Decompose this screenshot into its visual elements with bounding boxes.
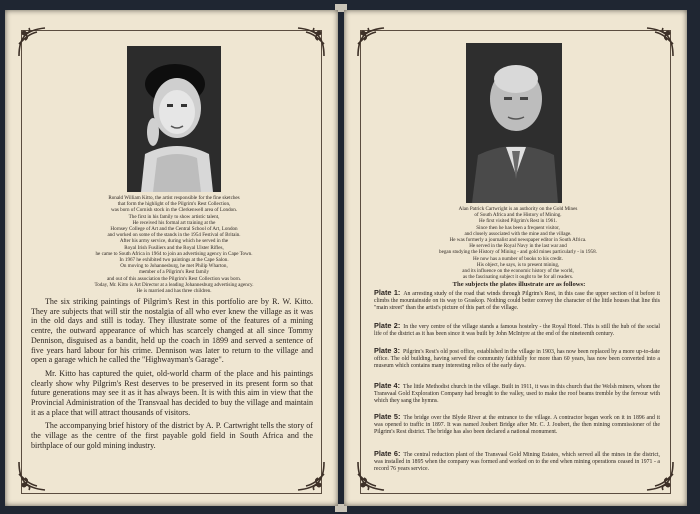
- plate-4-description: [374, 383, 660, 404]
- ornament-corner-icon: [292, 458, 328, 494]
- plate-1-description: [374, 290, 660, 311]
- caption-line: His object, he says, is to present mining,: [476, 261, 560, 268]
- artist-biography-caption: [63, 195, 285, 294]
- plate-label: Plate 4:: [374, 381, 401, 390]
- caption-line: Royal Irish Fusiliers and the Royal Ulster Rifles,: [124, 244, 224, 251]
- caption-line: He first visited Pilgrim's Rest in 1961.: [478, 218, 558, 225]
- plate-text: In the very centre of the village stands a famous hostelry - the Royal Hotel. This is still the hub of the social life of the district as it has been since it was built by John McIntyre at the end of the nineteenth century.: [374, 324, 661, 337]
- caption-line: The first in his family to show artistic talent,: [128, 213, 220, 220]
- plates-heading: The subjects the plates illustrate are as follows:: [452, 281, 586, 288]
- caption-line: Today, Mr. Kitto is Art Director at a leading Johannesburg advertising agency.: [94, 281, 254, 288]
- caption-line: He received his formal art training at the: [132, 219, 216, 226]
- body-paragraph: Mr. Kitto has captured the quiet, old-world charm of the place and his paintings clearly show why Pilgrim's Rest deserves to be preserved in its present form so that future generations may see it as it has always been. It is with this aim in view that the Provincial Administration of the Transvaal has decided to buy the village and maintain it as a place that will attract thousands of visitors.: [31, 368, 313, 417]
- plate-label: Plate 6:: [374, 449, 401, 458]
- caption-line: and out of this association the Pilgrim's Rest Collection was born.: [106, 275, 242, 282]
- right-page: [344, 10, 687, 506]
- caption-line: Alan Patrick Cartwright is an authority on the Gold Mines: [458, 206, 578, 212]
- body-paragraph: The six striking paintings of Pilgrim's Rest in this portfolio are by R. W. Kitto. They are subjects that will stir the nostalgia of all who ever knew the village as it was in the old days and still is today. They illustrate some of the features of a mining centre, the outward appearance of which has scarcely changed at all since Tommy Dennison, disguised as a bandit, held up the coach in 1899 and served a sentence of five years hard labour for his crime. Dennison was later to return to the village and open a garage which he called the "Highwayman's Garage".: [31, 297, 313, 365]
- author-portrait-photo: [466, 43, 562, 203]
- caption-line: After his army service, during which he served in the: [119, 238, 229, 245]
- caption-line: and worked on some of the stands in the 1954 Festival of Britain.: [107, 232, 241, 239]
- ornament-corner-icon: [15, 458, 51, 494]
- plate-text: Pilgrim's Rest's old post office, established in the village in 1903, has now been replaced by a more up-to-date office. The old building, having served the community faithfully for more than 60 years, has now been converted into a museum which contains many interesting relics of the early days.: [374, 349, 660, 369]
- caption-line: he came to South Africa in 1964 to join an advertising agency in Cape Town.: [95, 250, 253, 257]
- caption-line: On moving to Johannesburg, he met Philip Wharton,: [120, 263, 228, 270]
- left-page: [5, 10, 338, 506]
- plate-5-description: [374, 414, 660, 435]
- plate-6-description: [374, 451, 660, 472]
- plate-text: The little Methodist church in the village. Built in 1911, it was in this church that the Welsh miners, whom the Transvaal Gold Exploration Company had brought to the valley, used to make the roof beams tremble by the fervour with which they sang the hymns.: [374, 384, 660, 404]
- plate-3-description: [374, 348, 660, 369]
- caption-line: He served in the Royal Navy in the last war and: [469, 243, 567, 250]
- body-paragraph: The accompanying brief history of the district by A. P. Cartwright tells the story of the village as the centre of the first payable gold field in South Africa and the birthplace of our gold mining industry.: [31, 421, 313, 450]
- ornament-corner-icon: [292, 24, 328, 60]
- caption-line: and its influence on the economic history of the world,: [462, 268, 574, 275]
- caption-line: He is married and has three children.: [136, 288, 212, 295]
- caption-line: began studying the History of Mining - and gold mines particularly - in 1958.: [439, 249, 597, 256]
- plate-label: Plate 1:: [374, 288, 401, 297]
- plate-label: Plate 3:: [374, 346, 401, 355]
- caption-line: Since then he has been a frequent visitor,: [476, 224, 560, 231]
- plate-text: An arresting study of the road that winds through Pilgrim's Rest, in this case the upper section of it before it climbs the mountainside on its way to Graskop. Nothing could better convey the character of the little houses that line this "main street" than the artist's picture of this part of the village.: [374, 291, 660, 311]
- plate-text: The central reduction plant of the Transvaal Gold Mining Estates, which served all the mines in the district, was installed in 1895 when the company was formed and worked on to the end when mining operations ceased in 1971 - a record 76 years service.: [374, 452, 660, 472]
- caption-line: member of a Pilgrim's Rest family: [138, 269, 210, 276]
- caption-line: that form the highlight of the Pilgrim's Rest Collection,: [117, 201, 231, 208]
- caption-line: In 1967 he exhibited two paintings at the Cape Salon.: [119, 257, 229, 264]
- caption-line: was born of Cornish stock in the Clerkenwell area of London.: [110, 207, 238, 214]
- ornament-corner-icon: [641, 24, 677, 60]
- plate-2-description: [374, 323, 660, 338]
- introduction-text: [31, 297, 313, 455]
- caption-line: Hornsey College of Art and the Central School of Art, London: [110, 226, 238, 233]
- plate-label: Plate 2:: [374, 321, 401, 330]
- caption-line: as the fascinating subject it ought to be for all readers.: [462, 274, 574, 281]
- caption-line: He was formerly a journalist and newspaper editor in South Africa.: [449, 237, 587, 244]
- ornament-corner-icon: [354, 24, 390, 60]
- plate-label: Plate 5:: [374, 412, 401, 421]
- caption-line: He now has a number of books to his credit.: [473, 255, 563, 262]
- caption-line: and closely associated with the mine and the village.: [464, 230, 572, 237]
- ornament-corner-icon: [15, 24, 51, 60]
- caption-line: Ronald William Kitto, the artist responsible for the fine sketches: [108, 195, 240, 201]
- author-biography-caption: [400, 206, 636, 280]
- artist-portrait-photo: [127, 46, 221, 192]
- caption-line: of South Africa and the History of Mining.: [474, 212, 562, 219]
- plate-text: The bridge over the Blyde River at the entrance to the village. A contractor began work on it in 1896 and it was opened to traffic in 1897. It was named Joubert Bridge after Mr. C. J. Joubert, the then mining commissioner of the Pilgrim's Rest district. The bridge has also been declared a national monument.: [374, 415, 660, 435]
